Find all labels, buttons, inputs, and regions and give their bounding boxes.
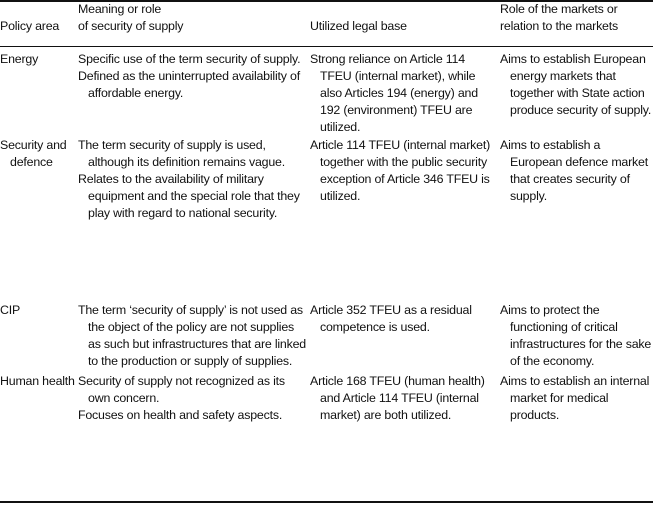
- policy-area-cell: [0, 302, 75, 319]
- header-line: of security of supply: [78, 19, 184, 33]
- markets-cell-paragraph: Aims to establish an internal market for medical products.: [500, 374, 650, 422]
- header-rule: [0, 46, 653, 47]
- markets-cell-paragraph: Aims to protect the functioning of critical infrastructures for the sake of the economy.: [500, 303, 652, 368]
- bottom-rule: [0, 501, 653, 503]
- policy-area-label: Energy: [0, 52, 39, 66]
- meaning-cell-paragraph: The term ‘security of supply’ is not used as the object of the policy are not supplies as such but infrastructures that are linked to the production or supply of supplies.: [78, 303, 306, 368]
- legal-base-cell: [310, 137, 496, 205]
- header-markets: [500, 1, 653, 35]
- legal-base-cell-paragraph: Article 114 TFEU (internal market) together with the public security exception of Article 346 TFEU is utilized.: [310, 138, 491, 203]
- legal-base-cell: [310, 302, 496, 336]
- policy-area-cell: [0, 137, 75, 171]
- header-legal-base: [310, 18, 496, 35]
- legal-base-cell-paragraph: Article 168 TFEU (human health) and Article 114 TFEU (internal market) are both utilized.: [310, 374, 485, 422]
- policy-area-label: Security and defence: [0, 138, 67, 169]
- header-line: Meaning or role: [78, 2, 162, 16]
- policy-area-cell: [0, 51, 75, 68]
- meaning-cell-paragraph: Security of supply not recognized as its own concern.: [78, 374, 285, 405]
- markets-cell: [500, 51, 653, 119]
- header-line: Role of the markets or: [500, 2, 618, 16]
- header-policy-area: [0, 18, 75, 35]
- legal-base-cell: [310, 51, 496, 136]
- meaning-cell-paragraph: Specific use of the term security of supply.: [78, 52, 301, 66]
- header-line: Utilized legal base: [310, 19, 407, 33]
- markets-cell-paragraph: Aims to establish a European defence market that creates security of supply.: [500, 138, 648, 203]
- header-meaning: [78, 1, 306, 35]
- meaning-cell-paragraph: Focuses on health and safety aspects.: [78, 408, 283, 422]
- meaning-cell-paragraph: Defined as the uninterrupted availability of affordable energy.: [78, 69, 300, 100]
- legal-base-cell-paragraph: Strong reliance on Article 114 TFEU (internal market), while also Articles 194 (energy) and 192 (environment) TFEU are utilized.: [310, 52, 478, 134]
- markets-cell: [500, 137, 653, 205]
- header-line: relation to the markets: [500, 19, 618, 33]
- header-line: Policy area: [0, 19, 60, 33]
- meaning-cell: [78, 51, 306, 102]
- policy-area-cell: [0, 373, 75, 390]
- meaning-cell-paragraph: The term security of supply is used, although its definition remains vague.: [78, 138, 285, 169]
- meaning-cell: [78, 302, 306, 370]
- meaning-cell: [78, 137, 306, 222]
- markets-cell: [500, 373, 653, 424]
- markets-cell: [500, 302, 653, 370]
- legal-base-cell: [310, 373, 496, 424]
- meaning-cell: [78, 373, 306, 424]
- policy-area-label: Human health: [0, 374, 75, 388]
- markets-cell-paragraph: Aims to establish European energy markets that together with State action produce security of supply.: [500, 52, 652, 117]
- legal-base-cell-paragraph: Article 352 TFEU as a residual competence is used.: [310, 303, 472, 334]
- policy-area-label: CIP: [0, 303, 21, 317]
- meaning-cell-paragraph: Relates to the availability of military equipment and the special role that they play with regard to national security.: [78, 172, 300, 220]
